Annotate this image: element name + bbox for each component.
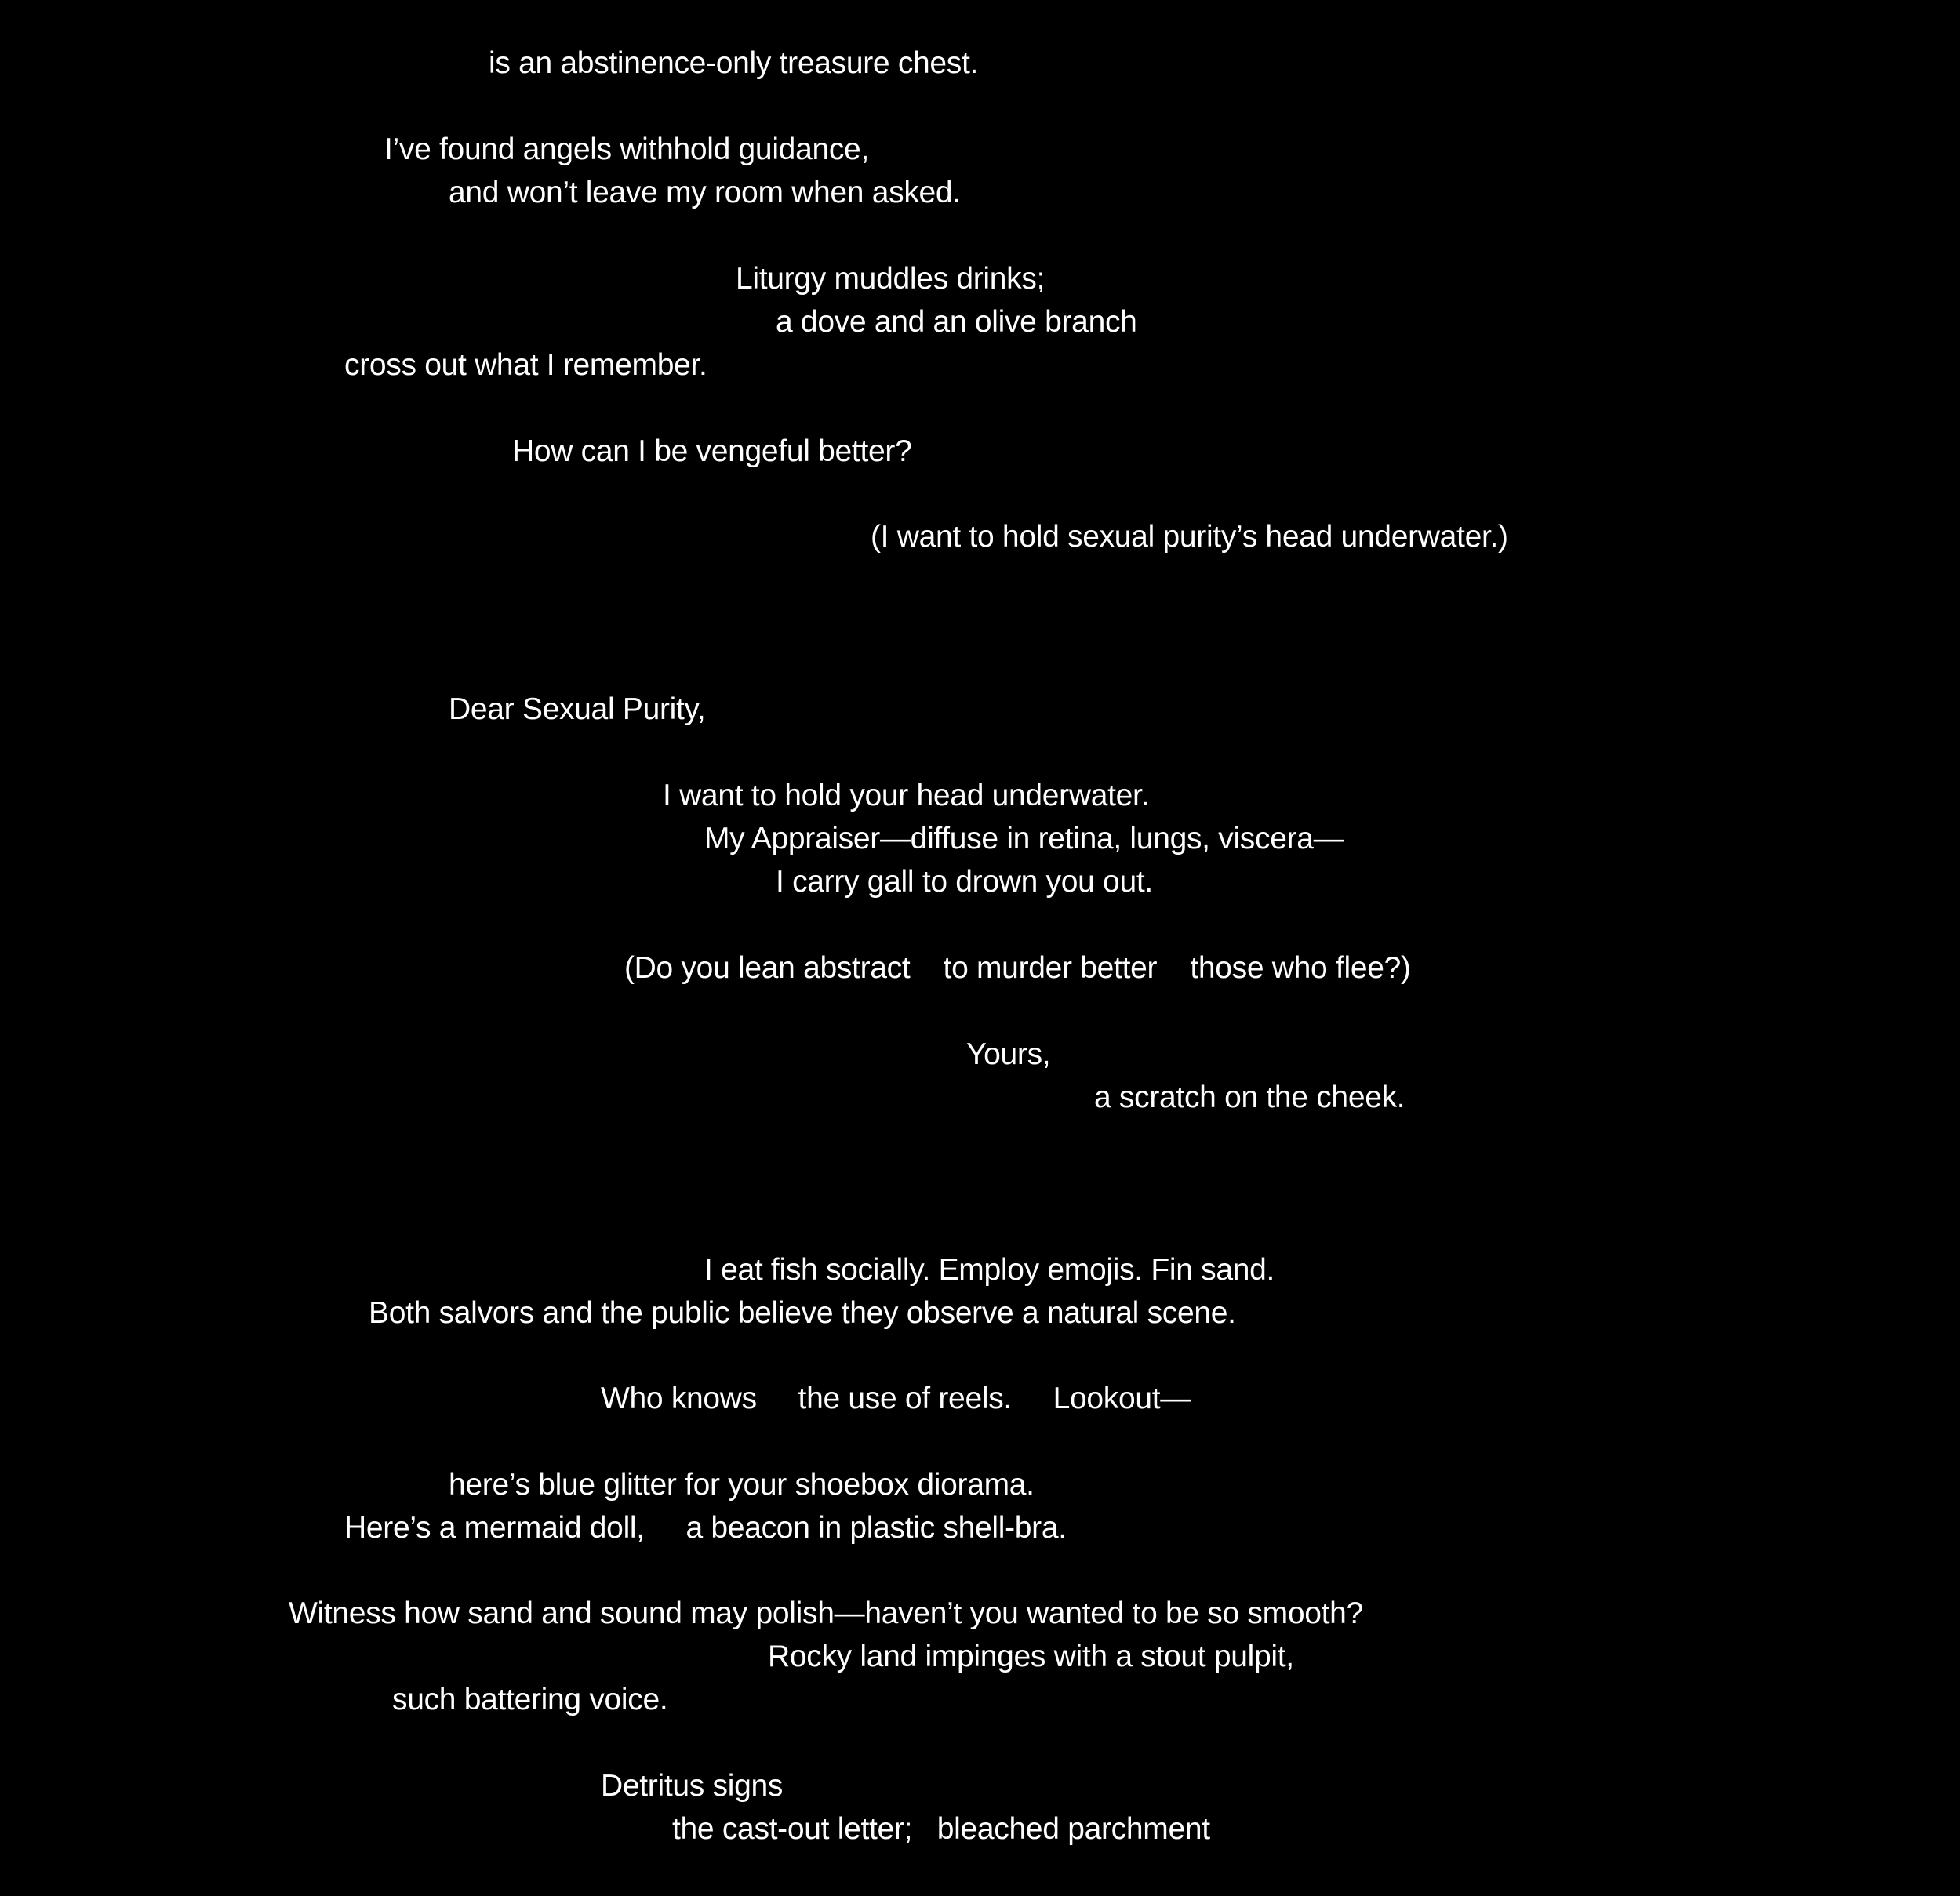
letter-signature: a scratch on the cheek. — [1094, 1081, 1405, 1114]
poem-line: and won’t leave my room when asked. — [449, 176, 961, 209]
poem-line: I want to hold your head underwater. — [663, 779, 1150, 812]
poem-line: a dove and an olive branch — [776, 305, 1137, 339]
poem-line: is an abstinence-only treasure chest. — [489, 46, 979, 80]
poem-line: Both salvors and the public believe they observe a natural scene. — [369, 1296, 1236, 1330]
letter-salutation: Dear Sexual Purity, — [449, 692, 706, 726]
poem-line: Here’s a mermaid doll, a beacon in plastic shell-bra. — [344, 1511, 1067, 1545]
poem-line: Liturgy muddles drinks; — [736, 262, 1045, 296]
poem-line: My Appraiser—diffuse in retina, lungs, viscera— — [704, 822, 1344, 855]
poem-line: the cast-out letter; bleached parchment — [672, 1812, 1210, 1846]
poem-line: I carry gall to drown you out. — [776, 865, 1153, 899]
poem-line: Witness how sand and sound may polish—haven’t you wanted to be so smooth? — [289, 1596, 1363, 1630]
poem-line: (I want to hold sexual purity’s head underwater.) — [871, 520, 1508, 554]
poem-line: such battering voice. — [392, 1683, 668, 1716]
poem-line: (Do you lean abstract to murder better those who flee?) — [624, 951, 1411, 985]
poem-line: Who knows the use of reels. Lookout— — [601, 1382, 1191, 1415]
poem-line: I eat fish socially. Employ emojis. Fin sand. — [704, 1253, 1275, 1287]
letter-closing: Yours, — [966, 1037, 1051, 1071]
poem-line: I’ve found angels withhold guidance, — [384, 133, 869, 166]
poem-line: Rocky land impinges with a stout pulpit, — [768, 1640, 1294, 1673]
poem-line: Detritus signs — [601, 1769, 784, 1803]
poem-line: How can I be vengeful better? — [512, 434, 912, 468]
poem-line: here’s blue glitter for your shoebox diorama. — [449, 1468, 1035, 1502]
poem-line: cross out what I remember. — [344, 348, 707, 382]
